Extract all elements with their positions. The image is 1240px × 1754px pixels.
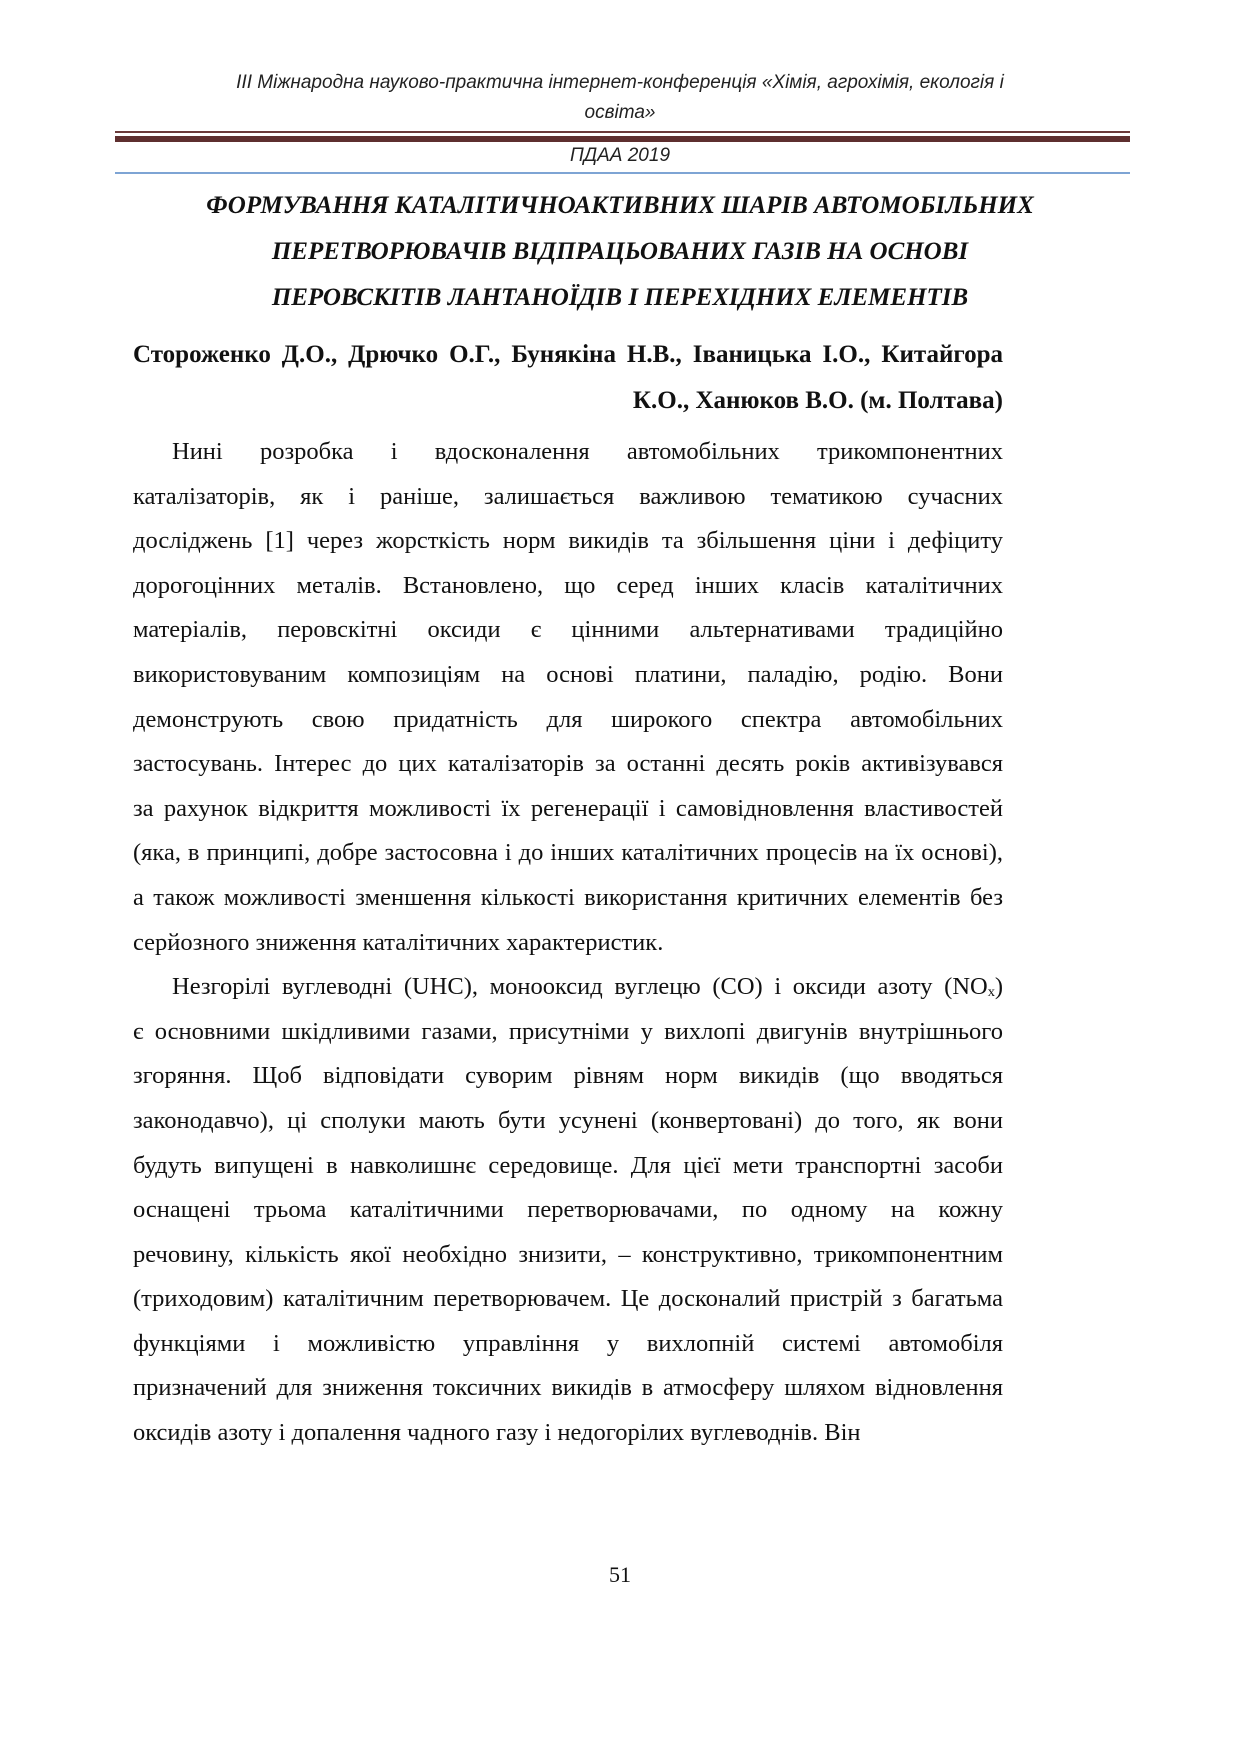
text-line: каталізаторів, як і раніше, залишається важливою тематикою сучасних bbox=[133, 482, 1003, 510]
paragraph bbox=[133, 430, 1003, 965]
authors-line: К.О., Ханюков В.О. (м. Полтава) bbox=[632, 387, 1003, 414]
text-line: дорогоцінних металів. Встановлено, що серед інших класів каталітичних bbox=[133, 571, 1003, 599]
text-line: призначений для зниження токсичних викидів в атмосферу шляхом відновлення bbox=[133, 1374, 1003, 1402]
title-line: ПЕРОВСКІТІВ ЛАНТАНОЇДІВ І ПЕРЕХІДНИХ ЕЛЕМЕНТІВ bbox=[271, 284, 969, 311]
paragraph bbox=[133, 965, 1003, 1456]
header-rule-blue bbox=[115, 172, 1130, 174]
page-number: 51 bbox=[609, 1562, 631, 1587]
text-line: використовуваним композиціям на основі платини, паладію, родію. Вони bbox=[133, 660, 1003, 688]
text-line: матеріалів, перовскітні оксиди є цінними альтернативами традиційно bbox=[133, 616, 1003, 644]
header-line-2: освіта» bbox=[584, 102, 656, 123]
text-line: є основними шкідливими газами, присутніми у вихлопі двигунів внутрішнього bbox=[133, 1017, 1003, 1045]
article-title bbox=[120, 183, 1120, 321]
text-line: за рахунок відкриття можливості їх регенерації і самовідновлення властивостей bbox=[133, 794, 1003, 822]
conference-header bbox=[110, 68, 1130, 128]
institution-year: ПДАА 2019 bbox=[569, 145, 671, 166]
text-line: речовину, кількість якої необхідно знизити, – конструктивно, трикомпонентним bbox=[133, 1240, 1003, 1268]
header-rule-thin bbox=[115, 131, 1130, 133]
text-line: будуть випущені в навколишнє середовище. Для цієї мети транспортні засоби bbox=[133, 1151, 1003, 1179]
text-line: (яка, в принципі, добре застосовна і до інших каталітичних процесів на їх основі), bbox=[133, 839, 1003, 867]
text-line: оснащені трьома каталітичними перетворювачами, по одному на кожну bbox=[133, 1196, 1003, 1224]
text-line: демонструють свою придатність для широкого спектра автомобільних bbox=[133, 705, 1003, 733]
text-line: (триходовим) каталітичним перетворювачем. Це досконалий пристрій з багатьма bbox=[133, 1285, 1003, 1313]
text-line: оксидів азоту і допалення чадного газу і недогорілих вуглеводнів. Він bbox=[133, 1419, 861, 1447]
text-line: серйозного зниження каталітичних характеристик. bbox=[133, 928, 664, 956]
authors bbox=[133, 332, 1003, 424]
body-text bbox=[133, 430, 1003, 1456]
text-line: застосувань. Інтерес до цих каталізаторів за останні десять років активізувався bbox=[133, 750, 1003, 778]
text-line: а також можливості зменшення кількості використання критичних елементів без bbox=[133, 883, 1003, 911]
text-line: Нині розробка і вдосконалення автомобільних трикомпонентних bbox=[172, 438, 1003, 465]
text-line: законодавчо), ці сполуки мають бути усунені (конвертовані) до того, як вони bbox=[133, 1106, 1003, 1134]
title-line: ПЕРЕТВОРЮВАЧІВ ВІДПРАЦЬОВАНИХ ГАЗІВ НА ОСНОВІ bbox=[271, 238, 969, 265]
title-line: ФОРМУВАННЯ КАТАЛІТИЧНОАКТИВНИХ ШАРІВ АВТОМОБІЛЬНИХ bbox=[206, 192, 1034, 219]
text-line: згоряння. Щоб відповідати суворим рівням норм викидів (що вводяться bbox=[133, 1062, 1003, 1090]
authors-line: Стороженко Д.О., Дрючко О.Г., Бунякіна Н.В., Іваницька І.О., Китайгора bbox=[133, 341, 1003, 368]
header-line-1: ІІІ Міжнародна науково-практична інтернет-конференція «Хімія, агрохімія, екологія і bbox=[236, 72, 1004, 93]
text-line: досліджень [1] через жорсткість норм викидів та збільшення ціни і дефіциту bbox=[133, 527, 1003, 555]
text-line: Незгорілі вуглеводні (UHC), монооксид вуглецю (CO) і оксиди азоту (NOₓ) bbox=[172, 973, 1003, 1001]
text-line: функціями і можливістю управління у вихлопній системі автомобіля bbox=[133, 1329, 1003, 1357]
